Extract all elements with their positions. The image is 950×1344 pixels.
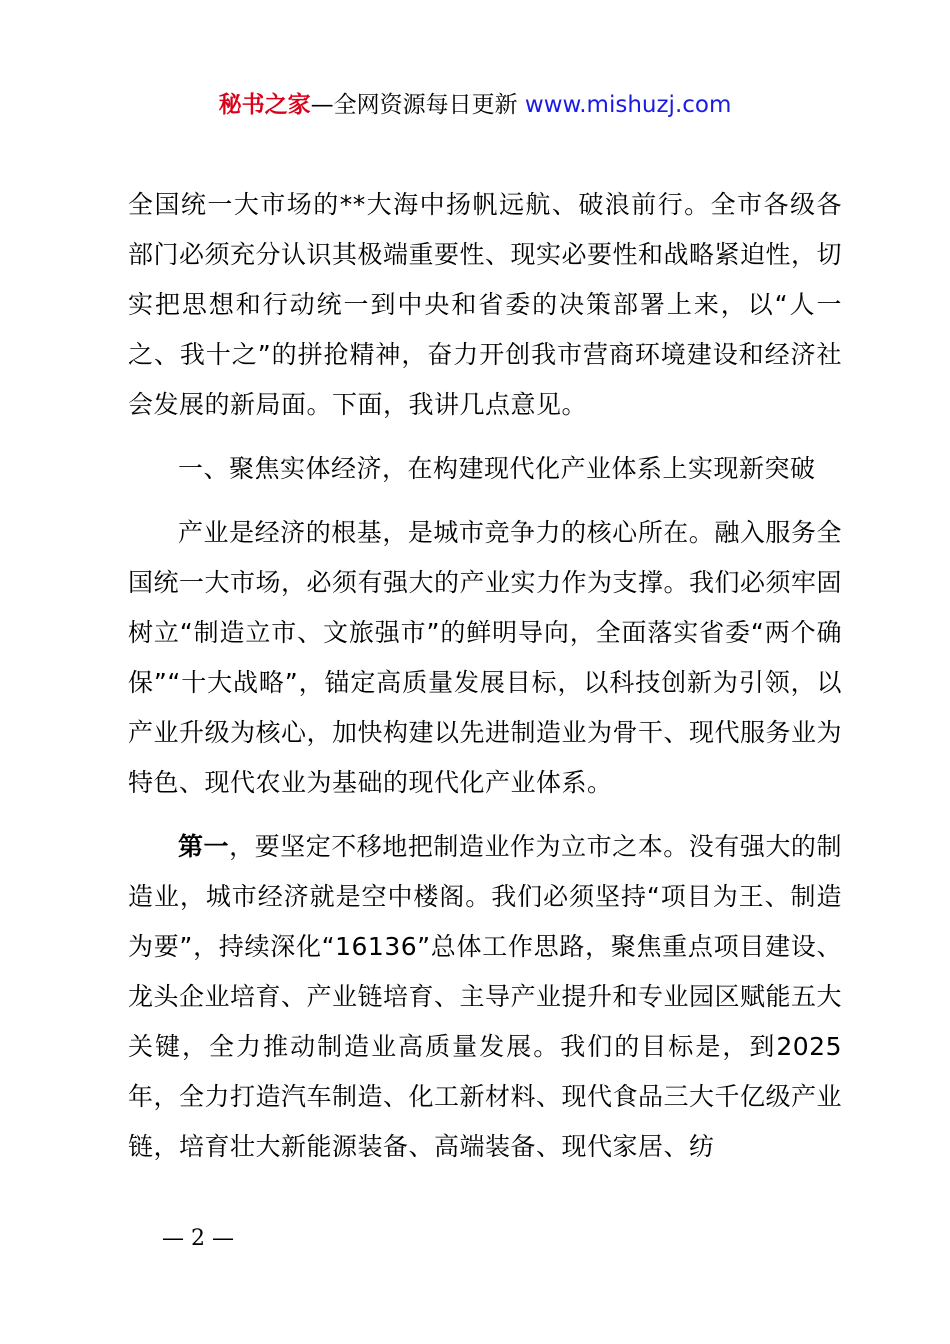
paragraph-intro-continuation: 全国统一大市场的**大海中扬帆远航、破浪前行。全市各级各部门必须充分认识其极端重要性、现实必要性和战略紧迫性，切实把思想和行动统一到中央和省委的决策部署上来，以“人一之、我十之”的拼抢精神，奋力开创我市营商环境建设和经济社会发展的新局面。下面，我讲几点意见。 <box>128 190 843 419</box>
header-slogan: —全网资源每日更新 <box>310 92 525 118</box>
paragraph-first-point <box>128 822 842 1172</box>
header-site-link[interactable]: www.mishuzj.com <box>524 92 732 118</box>
page-header <box>0 88 950 122</box>
header-brand: 秘书之家 <box>218 92 311 118</box>
section-heading: 一、聚焦实体经济，在构建现代化产业体系上实现新突破 <box>178 454 816 483</box>
first-point-text: ，要坚定不移地把制造业作为立市之本。没有强大的制造业，城市经济就是空中楼阁。我们必须坚持“项目为王、制造为要”，持续深化“16136”总体工作思路，聚焦重点项目建设、龙头企业培育、产业链培育、主导产业提升和专业园区赋能五大关键，全力推动制造业高质量发展。我们的目标是，到2025年，全力打造汽车制造、化工新材料、现代食品三大千亿级产业链，培育壮大新能源装备、高端装备、现代家居、纺 <box>128 832 843 1161</box>
first-point-lead: 第一 <box>178 832 230 861</box>
page-number: — 2 — <box>162 1226 234 1251</box>
document-body <box>128 180 842 1172</box>
paragraph-industry: 产业是经济的根基，是城市竞争力的核心所在。融入服务全国统一大市场，必须有强大的产业实力作为支撑。我们必须牢固树立“制造立市、文旅强市”的鲜明导向，全面落实省委“两个确保”“十大战略”，锚定高质量发展目标，以科技创新为引领，以产业升级为核心，加快构建以先进制造业为骨干、现代服务业为特色、现代农业为基础的现代化产业体系。 <box>128 518 843 797</box>
